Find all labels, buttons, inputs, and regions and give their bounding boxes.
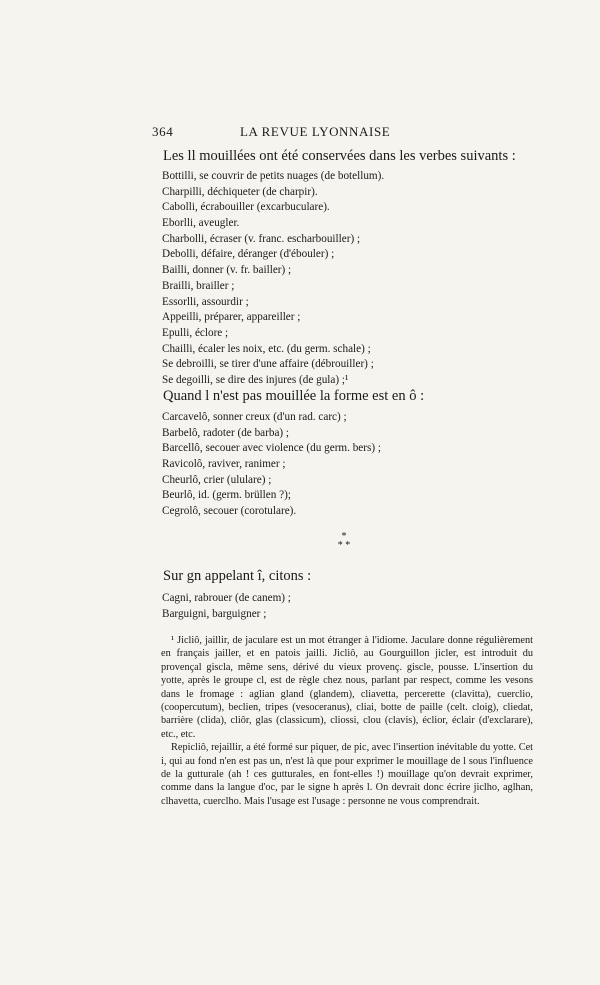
separator-stars-bottom: * * <box>337 540 351 551</box>
list-item: Essorlli, assourdir ; <box>162 295 249 308</box>
page-number: 364 <box>152 124 174 139</box>
list-item: Cabolli, écrabouiller (excarbuculare). <box>162 201 330 214</box>
section-title-o: Quand l n'est pas mouillée la forme est en ô : <box>163 388 425 404</box>
list-item: Beurlô, id. (germ. brüllen ?); <box>162 489 291 502</box>
list-o-verbs <box>162 410 522 520</box>
list-item: Cheurlô, crier (ululare) ; <box>162 473 272 486</box>
list-item: Barguigni, barguigner ; <box>162 607 267 620</box>
list-item: Bottilli, se couvrir de petits nuages (de botellum). <box>162 170 385 182</box>
list-item: Se debroilli, se tirer d'une affaire (débrouiller) ; <box>162 358 374 371</box>
list-ll-verbs <box>162 169 522 389</box>
list-item: Barbelô, radoter (de barba) ; <box>162 426 290 439</box>
section-title-gn: Sur gn appelant î, citons : <box>163 568 312 584</box>
list-item: Appeilli, préparer, appareiller ; <box>162 311 301 324</box>
list-item: Chailli, écaler les noix, etc. (du germ. schale) ; <box>162 342 371 355</box>
list-item: Brailli, brailler ; <box>162 279 235 292</box>
list-item: Debolli, défaire, déranger (d'ébouler) ; <box>162 248 335 261</box>
list-item: Carcavelô, sonner creux (d'un rad. carc) ; <box>162 411 347 423</box>
list-item: Barcellô, secouer avec violence (du germ. bers) ; <box>162 442 381 455</box>
list-item: Bailli, donner (v. fr. bailler) ; <box>162 264 292 277</box>
list-item: Se degoilli, se dire des injures (de gula) ;¹ <box>162 373 349 386</box>
list-gn-verbs <box>162 591 522 622</box>
journal-title: LA REVUE LYONNAISE <box>240 124 391 139</box>
list-item: Charbolli, écraser (v. franc. escharbouiller) ; <box>162 232 361 245</box>
list-item: Epulli, éclore ; <box>162 326 229 339</box>
list-item: Cagni, rabrouer (de canem) ; <box>162 592 291 604</box>
footnote-paragraph: ¹ Jicliô, jaillir, de jaculare est un mot étranger à l'idiome. Jaculare donne régulièrement en français jailler, et en patois jailli. Jicliô, au Gourguillon jicler, est introduit du provençal giscla, même sens, dérivé du vieux provenç. giscle, pousse. L'insertion du yotte, après le groupe cl, est de règle chez nous, parlant par respect, comme les vesons dans le fromage : aglian gland (glandem), cliavetta, percerette (clavitta), cuerclio, (coopercutum), beclien, tripes (vesoceranus), cliai, botte de paille (celt. cloig), cliedat, barrière (clida), cliôr, glas (classicum), cliossi, clou (clavis), éclior, éclair (d'exclarare), etc., etc. <box>161 635 533 740</box>
footnote-paragraph: Repicliô, rejaillir, a été formé sur piquer, de pic, avec l'insertion inévitable du yotte. Cet i, qui au fond n'en est pas un, n'est là que pour exprimer le mouillage de l sous l'influence de la gutturale (ah ! ces gutturales, en font-elles !) mouillage qu'on devrait exprimer, comme dans la langue d'oc, par le signe h après l. On devrait donc écrire jiclho, aglhan, clhavetta, cuerclho. Mais l'usage est l'usage : personne ne vous comprendrait. <box>161 742 533 807</box>
section-separator <box>329 532 359 550</box>
section-title-ll: Les ll mouillées ont été conservées dans les verbes suivants : <box>163 148 516 164</box>
list-item: Eborlli, aveugler. <box>162 217 240 230</box>
footnote <box>161 634 533 808</box>
list-item: Ravicolô, raviver, ranimer ; <box>162 458 286 471</box>
list-item: Charpilli, déchiqueter (de charpir). <box>162 185 318 198</box>
list-item: Cegrolô, secouer (corotulare). <box>162 505 297 518</box>
separator-star-top: * <box>341 531 347 542</box>
